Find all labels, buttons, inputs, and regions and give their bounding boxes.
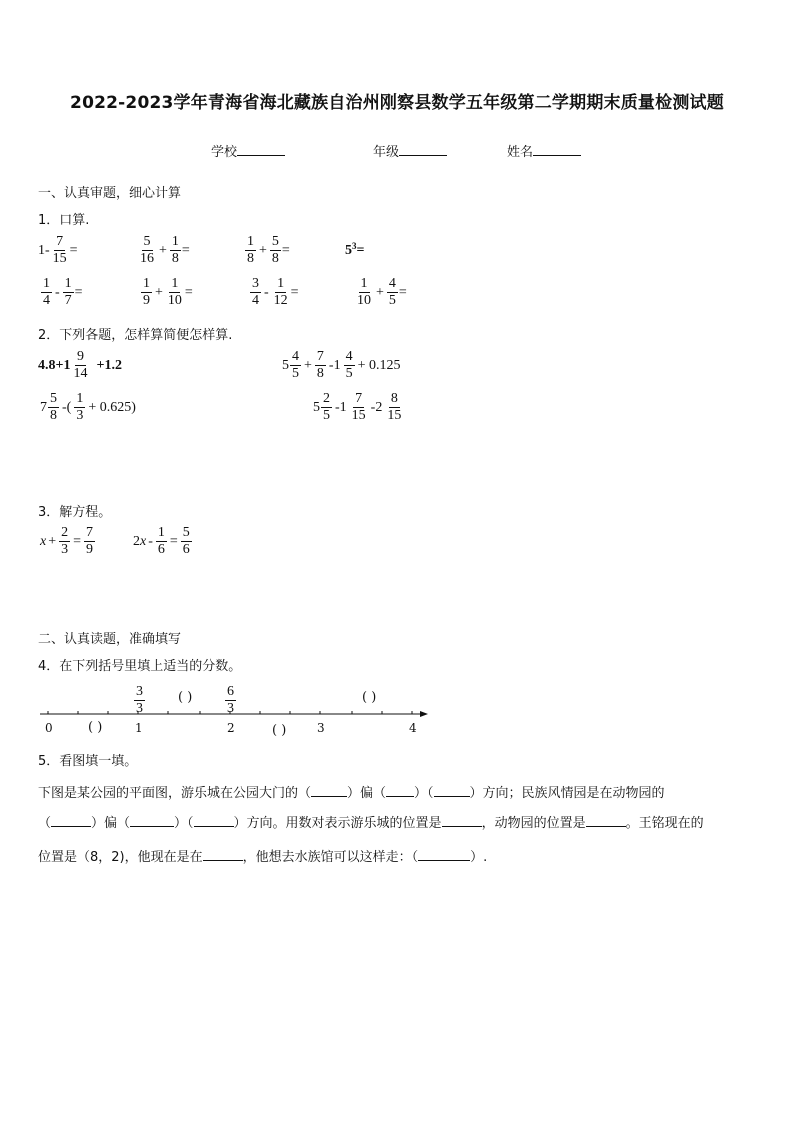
q5-blank-7[interactable] bbox=[442, 814, 482, 827]
question-1-label: 1．口算. bbox=[38, 213, 90, 228]
grade-field[interactable]: 年级 bbox=[373, 141, 447, 160]
q4-blank-4[interactable]: ( ) bbox=[272, 723, 287, 738]
q1-r2-d: 1 10 + $\frac{4}{5}$ = bbox=[357, 276, 407, 308]
q5-blank-4[interactable] bbox=[51, 814, 91, 827]
q5-line-3: 位置是（8，2)，他现在是在 ，他想去水族馆可以这样走：（ ）. bbox=[38, 850, 488, 865]
question-2-label: 2．下列各题，怎样算简便怎样算. bbox=[38, 328, 233, 343]
q5-blank-3[interactable] bbox=[434, 784, 470, 797]
q4-blank-2[interactable]: ( ) bbox=[362, 690, 377, 705]
question-3-label: 3．解方程。 bbox=[38, 505, 112, 520]
q2-expr-1: 4.8+1 9 14 +1.2 bbox=[38, 349, 122, 381]
q1-r1-b: 5 16 + $\frac{1}{8}$ = bbox=[140, 234, 190, 266]
q5-blank-6[interactable] bbox=[194, 814, 234, 827]
q4-blank-1[interactable]: ( ) bbox=[178, 690, 193, 705]
school-field[interactable]: 学校 bbox=[211, 141, 285, 160]
tick-label-2: 2 bbox=[227, 721, 235, 735]
q5-blank-8[interactable] bbox=[586, 814, 626, 827]
name-field[interactable]: 姓名 bbox=[507, 141, 581, 160]
q1-r2-a: 1 4 - $\frac{1}{7}$ = bbox=[43, 276, 83, 308]
q4-fraction-3-3: 3 3 bbox=[136, 684, 143, 716]
section-2-heading: 二、认真读题，准确填写 bbox=[38, 632, 182, 647]
number-line-arrow bbox=[420, 711, 428, 717]
question-5-label: 5．看图填一填。 bbox=[38, 754, 138, 769]
tick-label-0: 0 bbox=[45, 721, 53, 735]
q4-blank-3[interactable]: ( ) bbox=[88, 720, 103, 735]
tick-label-3: 3 bbox=[317, 721, 325, 735]
question-4-label: 4．在下列括号里填上适当的分数。 bbox=[38, 659, 242, 674]
q5-blank-2[interactable] bbox=[386, 784, 414, 797]
q5-line-1: 下图是某公园的平面图，游乐城在公园大门的（ ）偏（ ）（ ）方向；民族风情园是在动物园的 bbox=[38, 786, 665, 801]
q5-blank-10[interactable] bbox=[418, 848, 470, 861]
q5-blank-1[interactable] bbox=[311, 784, 347, 797]
q5-line-2: （ ）偏（ ）（ ）方向。用数对表示游乐城的位置是 ，动物园的位置是 。王铭现在的 bbox=[38, 816, 704, 831]
q3-eq-1: x + $\frac{2}{3}$ = $\frac{7}{9}$ bbox=[40, 525, 94, 557]
q1-r1-d: 5 $^3$ = bbox=[345, 241, 365, 258]
tick-label-4: 4 bbox=[409, 721, 417, 735]
q1-r1-a: 1- $\frac{7}{15}$ = bbox=[38, 234, 78, 266]
q1-r2-c: 3 4 - $\frac{1}{12}$ = bbox=[252, 276, 299, 308]
q5-blank-9[interactable] bbox=[203, 848, 243, 861]
section-1-heading: 一、认真审题，细心计算 bbox=[38, 186, 182, 201]
q1-r1-c: 1 8 + $\frac{5}{8}$ = bbox=[247, 234, 290, 266]
q5-blank-5[interactable] bbox=[130, 814, 174, 827]
page-title: 2022-2023学年青海省海北藏族自治州刚察县数学五年级第二学期期末质量检测试题 bbox=[70, 93, 724, 113]
q3-eq-2: 2 x - $\frac{1}{6}$ = $\frac{5}{6}$ bbox=[133, 525, 190, 557]
q2-expr-2: 5 4 5 + $\frac{7}{8}$ -1 4 5 + 0.125 bbox=[282, 349, 401, 381]
number-line bbox=[38, 706, 430, 722]
tick-label-1: 1 bbox=[135, 721, 143, 735]
q1-r2-b: 1 9 + $\frac{1}{10}$ = bbox=[143, 276, 193, 308]
q4-fraction-6-3: 6 3 bbox=[227, 684, 234, 716]
q2-expr-3: 7 5 8 -( 1 3 + 0.625) bbox=[40, 391, 136, 423]
q2-expr-4: 5 2 5 -1 7 15 -2 8 15 bbox=[313, 391, 402, 423]
